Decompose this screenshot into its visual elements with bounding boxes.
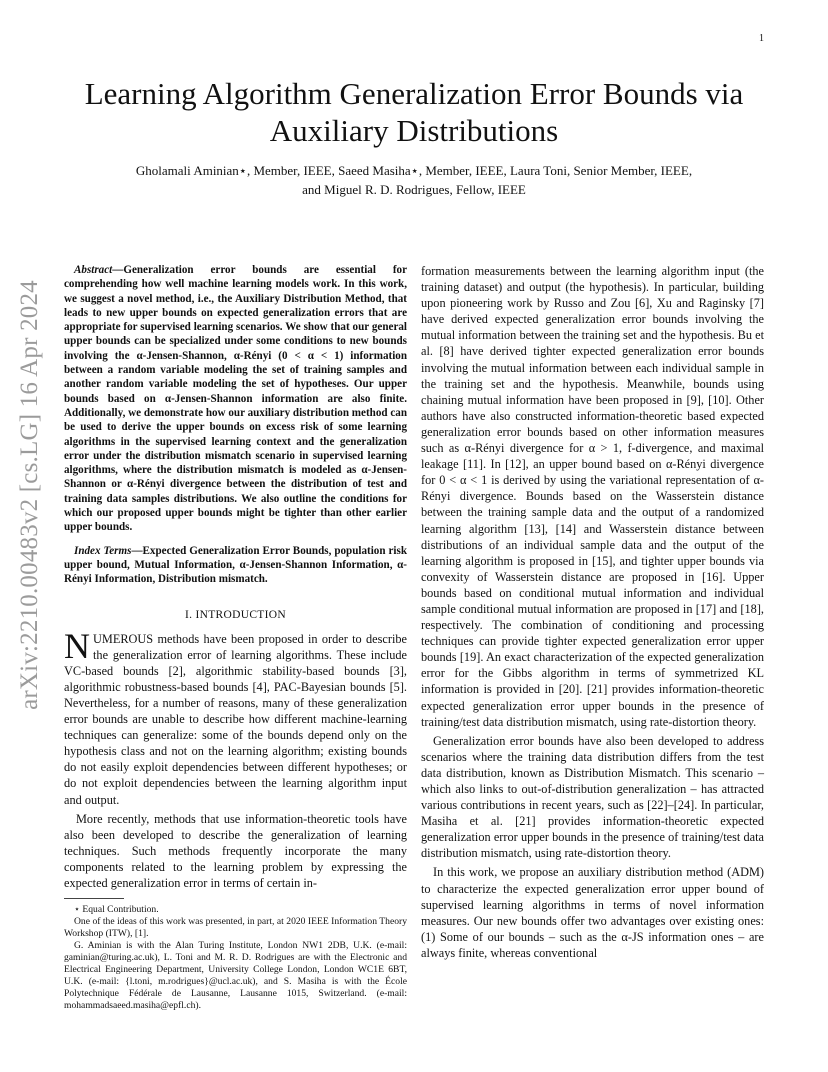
index-terms-text: —Expected Generalization Error Bounds, population risk upper bound, Mutual Information, α-Jensen-Shannon Information, α-Rényi Information, Distribution mismatch.	[64, 544, 407, 586]
intro-paragraph-3: Generalization error bounds have also been developed to address scenarios where the training data distribution differs from the test data distribution, known as Distribution Mismatch. This scenario – which also links to out-of-distribution generalization – has attracted various contributions in recent years, such as [22]–[24]. In particular, Masiha et al. [21] provides information-theoretic expected generalization error upper bounds in the presence of training/test data distribution mismatch, using rate-distortion theory.	[421, 733, 764, 861]
index-terms-label: Index Terms	[74, 544, 132, 557]
section-heading-introduction: I. INTRODUCTION	[185, 608, 286, 621]
footnote-divider	[64, 898, 124, 899]
abstract-label: Abstract	[74, 264, 113, 276]
footnote-prior-presentation: One of the ideas of this work was presented, in part, at 2020 IEEE Information Theory Workshop (ITW), [1].	[64, 916, 407, 939]
arxiv-stamp	[10, 250, 50, 740]
author-line-2: and Miguel R. D. Rodrigues, Fellow, IEEE	[302, 182, 526, 197]
right-column	[421, 263, 764, 961]
abstract	[64, 263, 407, 535]
arxiv-identifier: arXiv:2210.00483v2 [cs.LG] 16 Apr 2024	[16, 280, 43, 710]
intro-paragraph-2-continued: formation measurements between the learning algorithm input (the training dataset) and output (the hypothesis). In particular, building upon pioneering work by Russo and Zou [6], Xu and Raginsky [7] have derived expected generalization error bounds involving the mutual information between the training set and the hypothesis. Bu et al. [8] have derived tighter expected generalization error bounds involving the mutual information between each individual sample in the training set and the hypothesis. Meanwhile, bounds using chaining mutual information have been proposed in [9], [10]. Other authors have also constructed information-theoretic based expected generalization error bounds based on other information measures such as α-Rényi divergence for α > 1, f-divergence, and maximal leakage [11]. In [12], an upper bound based on α-Rényi divergence for 0 < α < 1 is derived by using the variational representation of α-Rényi divergence. Bounds based on the Wasserstein distance between the training sample data and the output of a randomized learning algorithm [13], [14] and Wasserstein distance between distributions of an individual sample data and the output of the learning algorithm is proposed in [15], and tighter upper bounds via convexity of Wasserstein distance are proposed in [16]. Upper bounds based on conditional mutual information and individual sample conditional mutual information are proposed in [17] and [18], respectively. The combination of conditioning and processing techniques can provide tighter expected generalization error upper bounds [19]. An exact characterization of the expected generalization error for the Gibbs algorithm in terms of symmetrized KL information is provided in [20]. [21] provides information-theoretic expected generalization error upper bounds in the presence of training/test data distribution mismatch, using rate-distortion theory.	[421, 264, 764, 729]
drop-cap: N	[64, 625, 90, 666]
author-line-1: Gholamali Aminian⋆, Member, IEEE, Saeed Masiha⋆, Member, IEEE, Laura Toni, Senior Member, IEEE,	[135, 163, 693, 178]
author-list	[64, 161, 764, 199]
left-column	[64, 263, 407, 891]
index-terms	[64, 544, 407, 587]
intro-paragraph-1	[64, 625, 407, 808]
page-number: 1	[759, 33, 764, 44]
intro-paragraph-1-text: UMEROUS methods have been proposed in order to describe the generalization error of learning algorithms. These include VC-based bounds [2], algorithmic stability-based bounds [3], algorithmic robustness-based bounds [4], PAC-Bayesian bounds [5]. Nevertheless, for a number of reasons, many of these generalization error bounds are unable to describe how different machine-learning techniques can generalize: some of the bounds depend only on the hypothesis class and not on the learning algorithm; existing bounds do not easily exploit dependencies between different hypotheses; or do not exploit dependencies between the learning algorithm input and output.	[64, 631, 407, 807]
abstract-text: —Generalization error bounds are essential for comprehending how well machine learning models work. In this work, we suggest a novel method, i.e., the Auxiliary Distribution Method, that leads to new upper bounds on expected generalization errors that are appropriate for supervised learning scenarios. We show that our general upper bounds can be specialized under some conditions to new bounds involving the α-Jensen-Shannon, α-Rényi (0 < α < 1) information between a random variable modeling the set of training samples and another random variable modeling the set of hypotheses. Our upper bounds based on α-Jensen-Shannon information are also finite. Additionally, we demonstrate how our auxiliary distribution method can be used to derive the upper bounds on excess risk of some learning algorithms in the supervised learning context and the generalization error under the distribution mismatch scenario in supervised learning algorithms, where the distribution mismatch is modeled as α-Jensen-Shannon or α-Rényi divergence between the distribution of test and training data samples distributions. We also outline the conditions for which our proposed upper bounds might be tighter than other earlier upper bounds.	[64, 264, 407, 534]
footnotes	[64, 904, 407, 1012]
footnote-equal-contribution: ⋆ Equal Contribution.	[74, 904, 159, 915]
paper-title: Learning Algorithm Generalization Error Bounds via Auxiliary Distributions	[84, 76, 744, 148]
intro-paragraph-2-start: More recently, methods that use information-theoretic tools have also been developed to describe the generalization of learning techniques. Such methods frequently incorporate the many components related to the learning problem by expressing the expected generalization error in terms of certain in-	[64, 811, 407, 891]
intro-paragraph-4: In this work, we propose an auxiliary distribution method (ADM) to characterize the expected generalization error upper bound of supervised learning algorithms in terms of novel information measures. Our new bounds offer two advantages over existing ones: (1) Some of our bounds – such as the α-JS information ones – are always finite, whereas conventional	[421, 865, 764, 960]
footnote-affiliations: G. Aminian is with the Alan Turing Institute, London NW1 2DB, U.K. (e-mail: gaminian@turing.ac.uk), L. Toni and M. R. D. Rodrigues are with the Electronic and Electrical Engineering Department, University College London, London WC1E 6BT, U.K. (e-mail: {l.toni, m.rodrigues}@ucl.ac.uk), and S. Masiha is with the École Polytechnique Fédérale de Lausanne, Lausanne 1015, Switzerland. (e-mail: mohammadsaeed.masiha@epfl.ch).	[64, 940, 407, 1011]
